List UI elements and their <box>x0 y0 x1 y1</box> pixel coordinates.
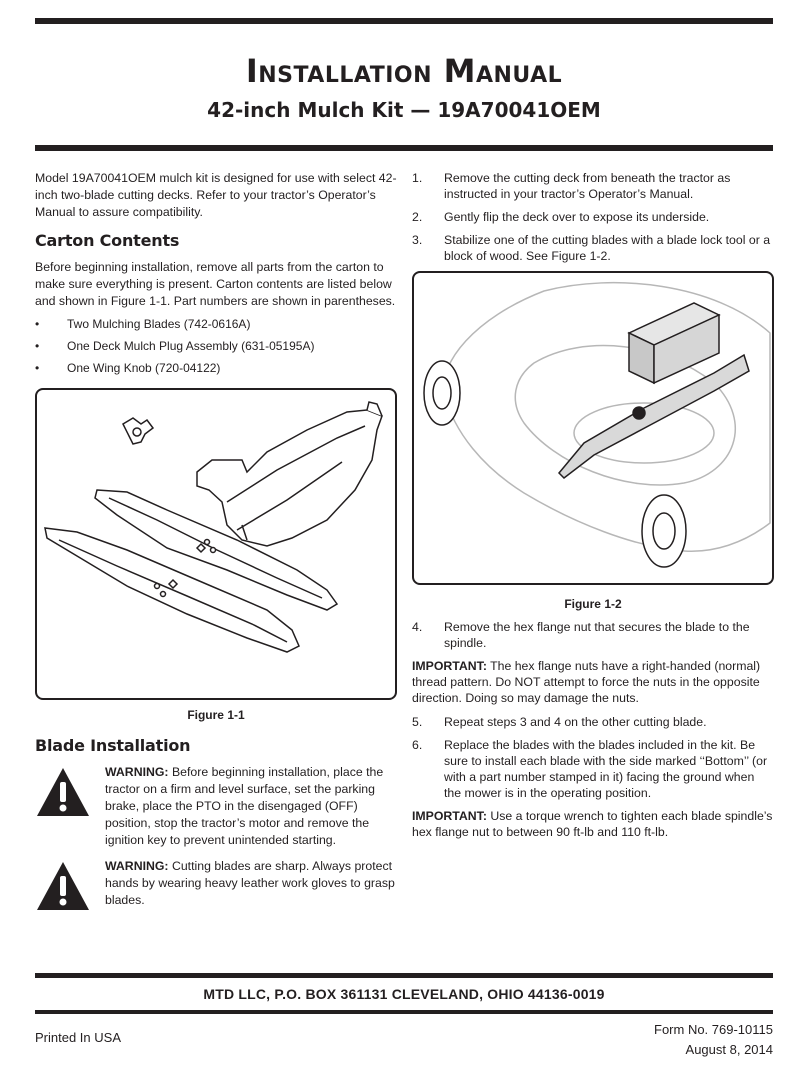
title-rule <box>35 145 773 151</box>
list-item <box>412 232 774 264</box>
list-item <box>412 737 774 801</box>
warning-icon <box>35 766 91 818</box>
mulch-plug-icon <box>197 402 382 546</box>
form-info <box>654 1020 773 1060</box>
important-note <box>412 658 774 706</box>
step-text: Remove the hex flange nut that secures the blade to the spindle. <box>444 620 750 650</box>
list-item <box>412 619 774 651</box>
page-subtitle: 42-inch Mulch Kit — 19A70041OEM <box>207 98 601 122</box>
warning-icon <box>35 860 91 912</box>
right-column <box>412 170 774 848</box>
mulch-kit-illustration <box>37 390 395 698</box>
list-item: • Two Mulching Blades (742-0616A) <box>35 316 397 332</box>
list-item: • One Wing Knob (720-04122) <box>35 360 397 376</box>
figure-1-1-caption: Figure 1-1 <box>187 708 245 722</box>
left-column <box>35 170 397 918</box>
step-number: 5. <box>412 715 423 729</box>
intro-text: Model 19A70041OEM mulch kit is designed for use with select 42-inch two-blade cutting decks. Refer to your tractor’s Operator’s Manual to assure compatibility. <box>35 171 397 219</box>
figure-1-2 <box>412 271 774 585</box>
step-number: 3. <box>412 233 423 247</box>
footer-company: MTD LLC, P.O. BOX 361131 CLEVELAND, OHIO 44136-0019 <box>203 986 605 1002</box>
step-text: Remove the cutting deck from beneath the tractor as instructed in your tractor’s Operator’s Manual. <box>444 171 731 201</box>
warning-text: Before beginning installation, place the tractor on a firm and level surface, set the parking brake, place the PTO in the disengaged (OFF) position, stop the tractor’s motor and remove the ignition key to prevent unintended starting. <box>105 765 384 847</box>
carton-list <box>35 316 397 376</box>
page-title: Installation Manual <box>245 52 563 90</box>
wheel-icon <box>642 495 686 567</box>
form-date: August 8, 2014 <box>685 1042 773 1057</box>
important-text: Use a torque wrench to tighten each blade spindle’s hex flange nut to between 90 ft-lb and 110 ft-lb. <box>412 809 773 839</box>
footer-rule-top <box>35 973 773 978</box>
step-number: 2. <box>412 210 423 224</box>
list-item: • One Deck Mulch Plug Assembly (631-05195A) <box>35 338 397 354</box>
step-text: Repeat steps 3 and 4 on the other cutting blade. <box>444 715 707 729</box>
step-number: 4. <box>412 620 423 634</box>
important-text: The hex flange nuts have a right-handed (normal) thread pattern. Do NOT attempt to force the nuts in the opposite direction. Doing so may damage the nuts. <box>412 659 761 705</box>
warning-text: Cutting blades are sharp. Always protect hands by wearing heavy leather work gloves to grasp blades. <box>105 859 395 907</box>
step-number: 1. <box>412 171 423 185</box>
steps-list <box>412 170 774 264</box>
figure-1-1 <box>35 388 397 700</box>
carton-heading: Carton Contents <box>35 231 180 250</box>
steps-list <box>412 714 774 801</box>
warning-block <box>35 858 397 909</box>
form-number: Form No. 769-10115 <box>654 1022 773 1037</box>
warning-block <box>35 764 397 849</box>
step-text: Replace the blades with the blades included in the kit. Be sure to install each blade with the side marked ‘‘Bottom’’ (or with a part number stamped in it) facing the ground when the mower is in the operating position. <box>444 738 768 800</box>
step-text: Gently flip the deck over to expose its underside. <box>444 210 710 224</box>
steps-list <box>412 619 774 651</box>
wing-knob-icon <box>123 418 153 444</box>
printed-in: Printed In USA <box>35 1030 121 1045</box>
step-text: Stabilize one of the cutting blades with a blade lock tool or a block of wood. See Figure 1-2. <box>444 233 771 263</box>
list-item <box>412 209 774 225</box>
list-item <box>412 714 774 730</box>
important-note <box>412 808 774 840</box>
warning-label: WARNING: <box>105 765 169 779</box>
blade-installation-heading: Blade Installation <box>35 736 191 755</box>
carton-text: Before beginning installation, remove all parts from the carton to make sure everything is present. Carton contents are listed below and shown in Figure 1-1. Part numbers are shown in parentheses. <box>35 260 396 308</box>
mower-deck-illustration <box>414 273 772 583</box>
figure-1-2-caption: Figure 1-2 <box>564 597 622 611</box>
important-label: IMPORTANT: <box>412 809 487 823</box>
step-number: 6. <box>412 738 423 752</box>
important-label: IMPORTANT: <box>412 659 487 673</box>
list-item <box>412 170 774 202</box>
top-rule <box>35 18 773 24</box>
wheel-icon <box>424 361 460 425</box>
footer-rule-bottom <box>35 1010 773 1014</box>
warning-label: WARNING: <box>105 859 169 873</box>
